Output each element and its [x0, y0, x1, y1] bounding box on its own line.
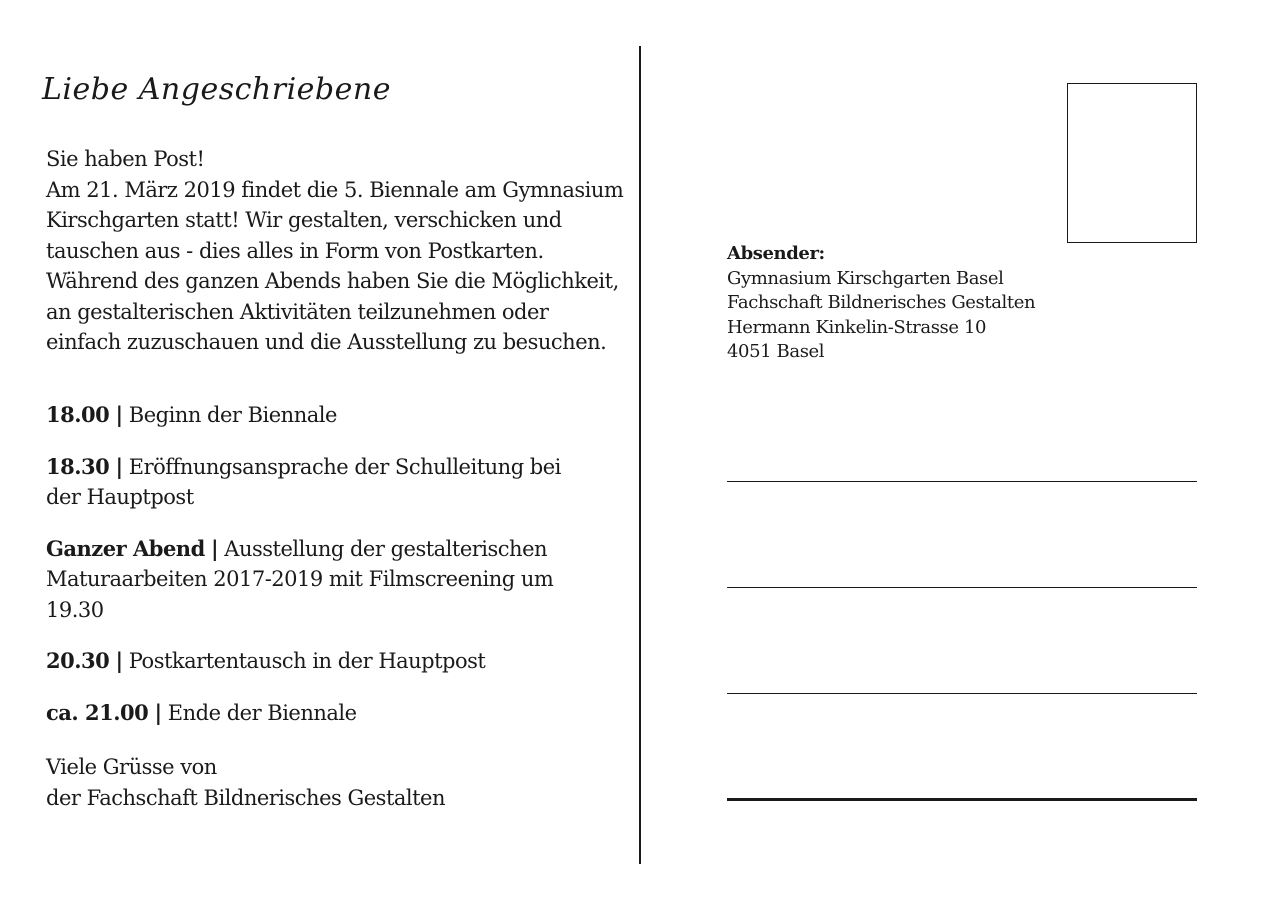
- schedule-time: 20.30: [46, 648, 110, 673]
- schedule-time: 18.00: [46, 402, 110, 427]
- schedule-separator: |: [210, 535, 219, 561]
- schedule-separator: |: [154, 699, 162, 725]
- schedule-text: Ausstellung der gestalterischen Maturaarbeiten 2017-2019 mit Filmscreening um 19.30: [46, 536, 554, 622]
- sender-line: Fachschaft Bildnerisches Gestalten: [727, 292, 1036, 313]
- schedule-time: Ganzer Abend: [46, 535, 205, 561]
- schedule-text: Beginn der Biennale: [128, 403, 337, 427]
- closing-text: [46, 752, 626, 813]
- sender-label: Absender:: [727, 243, 825, 264]
- schedule-item: [46, 400, 626, 431]
- event-schedule: [46, 400, 626, 749]
- sender-address: [727, 242, 1107, 365]
- intro-line: einfach zuzuschauen und die Ausstellung zu besuchen.: [46, 330, 607, 354]
- schedule-item: [46, 698, 626, 729]
- sender-line: Hermann Kinkelin-Strasse 10: [727, 316, 987, 338]
- schedule-item: [46, 534, 606, 626]
- schedule-text: Eröffnungsansprache der Schulleitung bei der Hauptpost: [46, 454, 561, 509]
- address-line: [727, 587, 1197, 588]
- schedule-text: Ende der Biennale: [167, 700, 357, 725]
- address-line: [727, 481, 1197, 482]
- intro-line: Während des ganzen Abends haben Sie die Möglichkeit,: [46, 269, 619, 293]
- center-divider: [639, 46, 641, 864]
- schedule-item: [46, 452, 586, 513]
- address-line: [727, 693, 1197, 694]
- schedule-separator: |: [115, 453, 123, 479]
- schedule-time: ca. 21.00: [46, 699, 149, 725]
- intro-line: Am 21. März 2019 findet die 5. Biennale am Gymnasium: [46, 177, 624, 202]
- intro-line: tauschen aus - dies alles in Form von Postkarten.: [46, 238, 544, 263]
- intro-text: [46, 144, 626, 358]
- intro-line: an gestalterischen Aktivitäten teilzunehmen oder: [46, 299, 549, 324]
- stamp-box: [1067, 83, 1197, 243]
- intro-line: Sie haben Post!: [46, 147, 205, 171]
- intro-line: Kirschgarten statt! Wir gestalten, verschicken und: [46, 208, 562, 232]
- greeting-handwritten: Liebe Angeschriebene: [42, 72, 391, 107]
- schedule-time: 18.30: [46, 453, 110, 479]
- schedule-item: [46, 646, 626, 677]
- closing-line: der Fachschaft Bildnerisches Gestalten: [46, 785, 446, 810]
- schedule-separator: |: [115, 648, 123, 673]
- closing-line: Viele Grüsse von: [46, 755, 217, 779]
- address-line: [727, 798, 1197, 801]
- sender-line: 4051 Basel: [727, 341, 825, 362]
- schedule-separator: |: [115, 402, 123, 427]
- sender-line: Gymnasium Kirschgarten Basel: [727, 267, 1004, 289]
- schedule-text: Postkartentausch in der Hauptpost: [128, 649, 486, 673]
